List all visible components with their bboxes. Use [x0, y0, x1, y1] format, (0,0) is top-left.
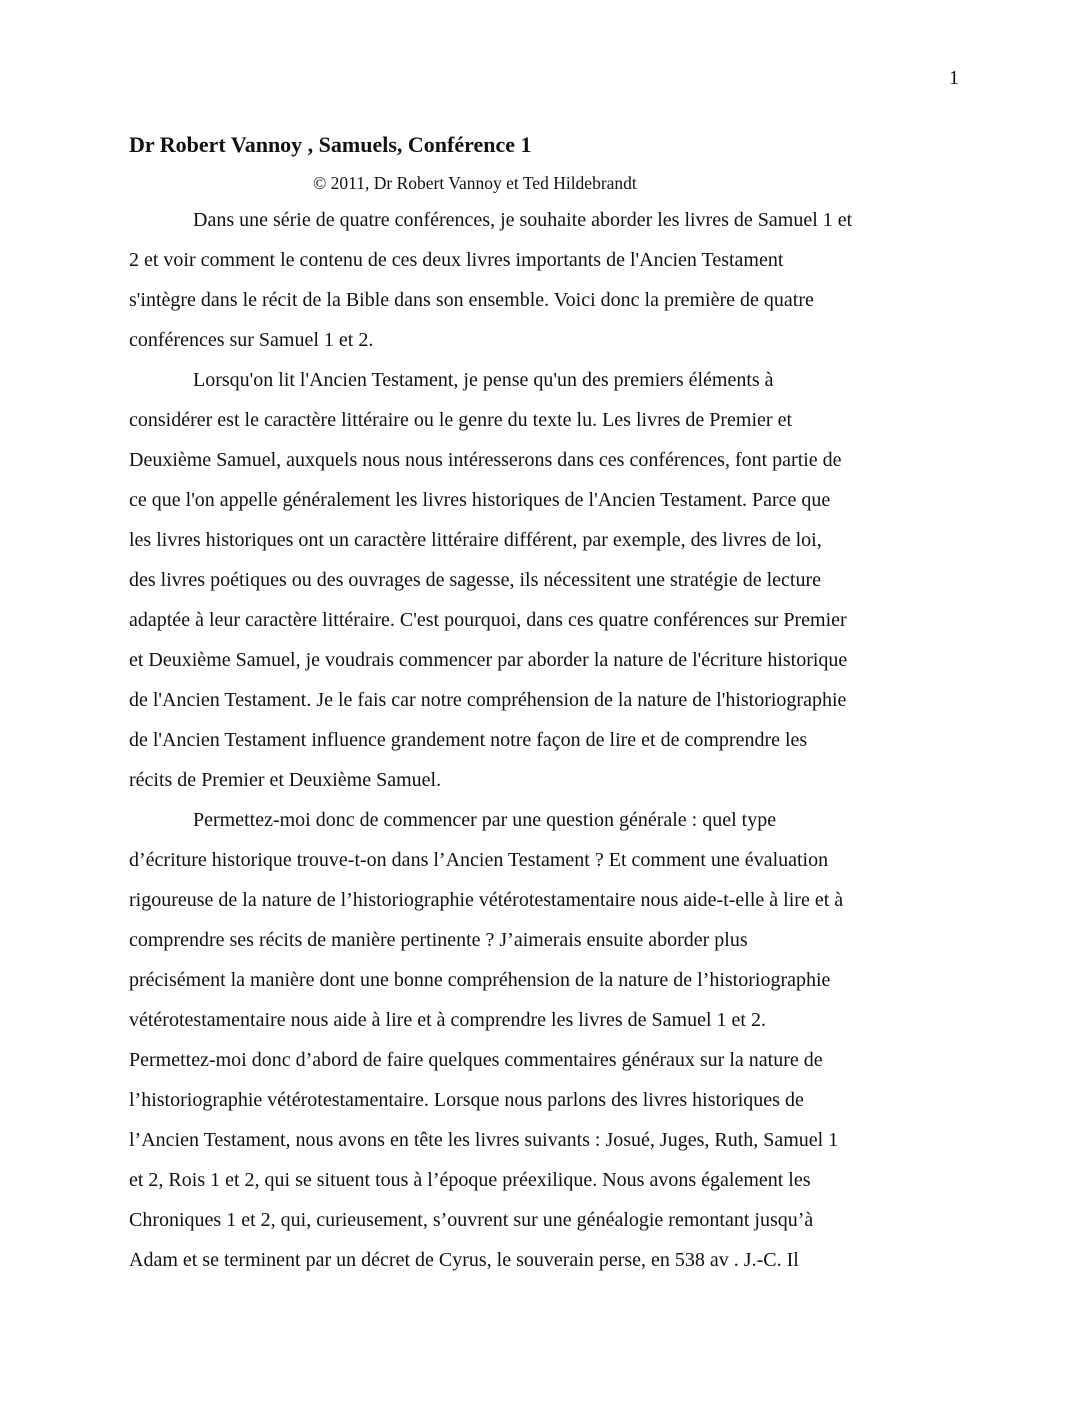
- text-line: Deuxième Samuel, auxquels nous nous intéresserons dans ces conférences, font partie de: [129, 449, 842, 471]
- text-line: récits de Premier et Deuxième Samuel.: [129, 769, 442, 791]
- text-line: de l'Ancien Testament. Je le fais car notre compréhension de la nature de l'historiographie: [129, 689, 847, 711]
- text-line: l’historiographie vétérotestamentaire. Lorsque nous parlons des livres historiques de: [129, 1089, 804, 1111]
- text-line: considérer est le caractère littéraire ou le genre du texte lu. Les livres de Premier et: [129, 409, 793, 431]
- text-line: s'intègre dans le récit de la Bible dans son ensemble. Voici donc la première de quatre: [129, 289, 814, 311]
- text-line: Chroniques 1 et 2, qui, curieusement, s’ouvrent sur une généalogie remontant jusqu’à: [129, 1209, 814, 1231]
- body-text: [129, 200, 965, 1280]
- text-line: les livres historiques ont un caractère littéraire différent, par exemple, des livres de loi,: [129, 529, 822, 551]
- text-line: comprendre ses récits de manière pertinente ? J’aimerais ensuite aborder plus: [129, 929, 748, 951]
- text-line: d’écriture historique trouve-t-on dans l’Ancien Testament ? Et comment une évaluation: [129, 849, 829, 871]
- text-line: conférences sur Samuel 1 et 2.: [129, 329, 374, 351]
- document-title: Dr Robert Vannoy , Samuels, Conférence 1: [129, 132, 532, 157]
- text-line: Lorsqu'on lit l'Ancien Testament, je pense qu'un des premiers éléments à: [193, 369, 774, 391]
- text-line: 2 et voir comment le contenu de ces deux livres importants de l'Ancien Testament: [129, 249, 784, 271]
- text-line: précisément la manière dont une bonne compréhension de la nature de l’historiographie: [129, 969, 831, 991]
- paragraph-2: [129, 360, 965, 800]
- text-line: Adam et se terminent par un décret de Cyrus, le souverain perse, en 538 av . J.-C. Il: [129, 1249, 799, 1271]
- text-line: ce que l'on appelle généralement les livres historiques de l'Ancien Testament. Parce que: [129, 489, 831, 511]
- page-number: 1: [949, 67, 959, 89]
- text-line: Dans une série de quatre conférences, je souhaite aborder les livres de Samuel 1 et: [193, 209, 853, 231]
- text-line: Permettez-moi donc d’abord de faire quelques commentaires généraux sur la nature de: [129, 1049, 823, 1071]
- text-line: Permettez-moi donc de commencer par une question générale : quel type: [193, 809, 777, 831]
- text-line: de l'Ancien Testament influence grandement notre façon de lire et de comprendre les: [129, 729, 808, 751]
- paragraph-1: [129, 200, 965, 360]
- text-line: des livres poétiques ou des ouvrages de sagesse, ils nécessitent une stratégie de lecture: [129, 569, 822, 591]
- text-line: et 2, Rois 1 et 2, qui se situent tous à l’époque préexilique. Nous avons également les: [129, 1169, 811, 1191]
- copyright-line: © 2011, Dr Robert Vannoy et Ted Hildebrandt: [313, 173, 637, 193]
- text-line: adaptée à leur caractère littéraire. C'est pourquoi, dans ces quatre conférences sur Premier: [129, 609, 847, 631]
- text-line: vétérotestamentaire nous aide à lire et à comprendre les livres de Samuel 1 et 2.: [129, 1009, 766, 1031]
- text-line: rigoureuse de la nature de l’historiographie vétérotestamentaire nous aide-t-elle à lire et à: [129, 889, 844, 911]
- text-line: l’Ancien Testament, nous avons en tête les livres suivants : Josué, Juges, Ruth, Samuel 1: [129, 1129, 839, 1151]
- text-line: et Deuxième Samuel, je voudrais commencer par aborder la nature de l'écriture historique: [129, 649, 848, 671]
- paragraph-3: [129, 800, 965, 1280]
